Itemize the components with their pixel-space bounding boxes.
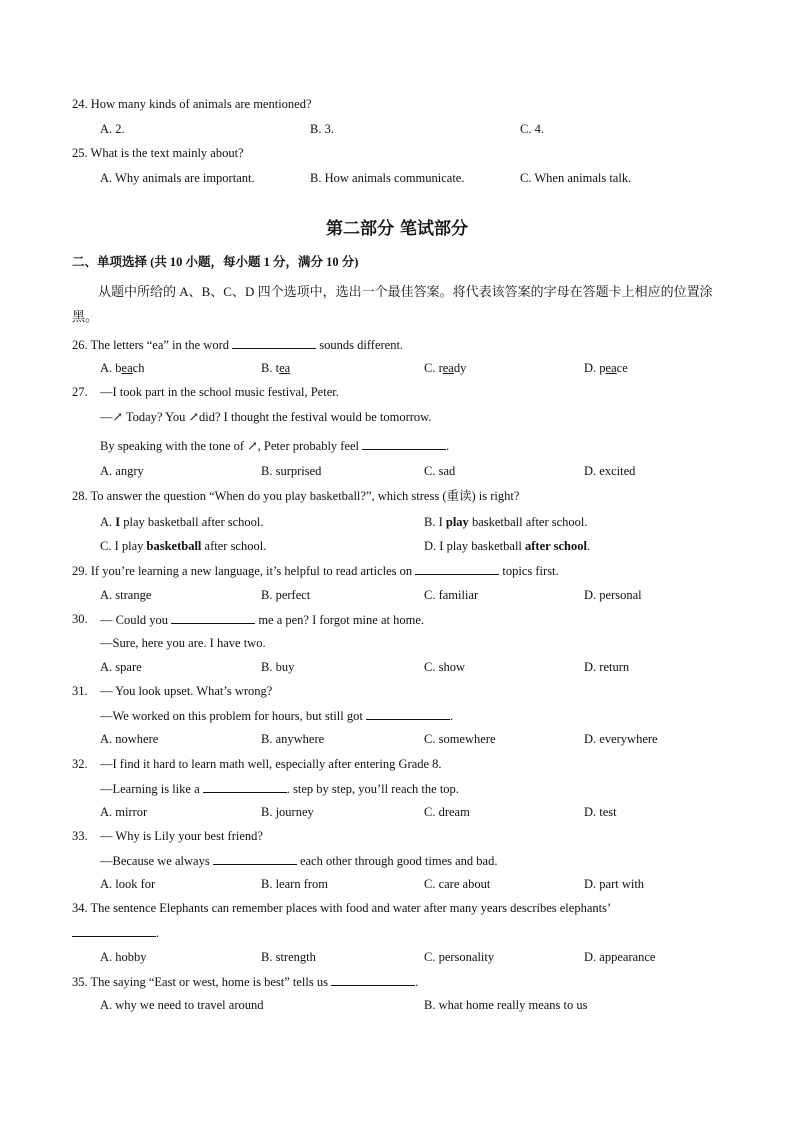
- q33-dialogue-line-2: —Because we always each other through good times and bad.: [100, 854, 498, 868]
- question-25-stem: 25. What is the text mainly about?: [72, 146, 244, 160]
- q33-option-d: D. part with: [584, 877, 645, 891]
- q28-option-a: A. I play basketball after school.: [100, 515, 264, 529]
- q32-option-d: D. test: [584, 805, 617, 819]
- answer-blank: [331, 973, 415, 986]
- question-30-number: 30.: [72, 612, 88, 626]
- q31-option-d: D. everywhere: [584, 732, 658, 746]
- q28-option-c: C. I play basketball after school.: [100, 539, 267, 553]
- question-29-stem: 29. If you’re learning a new language, it’s helpful to read articles on topics first.: [72, 564, 559, 578]
- answer-blank: [232, 336, 316, 349]
- question-27-number: 27.: [72, 385, 88, 399]
- q30-option-b: B. buy: [261, 660, 295, 674]
- q34-option-a: A. hobby: [100, 950, 147, 964]
- q30-dialogue-line-1: — Could you me a pen? I forgot mine at home.: [100, 613, 424, 627]
- answer-blank: [171, 611, 255, 624]
- q24-option-c: C. 4.: [520, 122, 544, 136]
- q30-option-c: C. show: [424, 660, 465, 674]
- q27-option-c: C. sad: [424, 464, 456, 478]
- q34-option-d: D. appearance: [584, 950, 656, 964]
- question-28-stem: 28. To answer the question “When do you play basketball?”, which stress (重读) is right?: [72, 489, 520, 503]
- q27-option-b: B. surprised: [261, 464, 322, 478]
- answer-blank: [213, 852, 297, 865]
- q27-option-a: A. angry: [100, 464, 144, 478]
- q32-dialogue-line-2: —Learning is like a . step by step, you’ll reach the top.: [100, 782, 459, 796]
- q27-dialogue-line-1: —I took part in the school music festival, Peter.: [100, 385, 339, 399]
- question-34-stem: 34. The sentence Elephants can remember places with food and water after many years describes elephants’: [72, 901, 612, 915]
- q30-option-a: A. spare: [100, 660, 142, 674]
- q31-dialogue-line-1: — You look upset. What’s wrong?: [100, 684, 273, 698]
- q24-option-a: A. 2.: [100, 122, 125, 136]
- part-title: 第二部分 笔试部分: [326, 219, 468, 239]
- q24-option-b: B. 3.: [310, 122, 334, 136]
- answer-blank: [415, 562, 499, 575]
- q34-option-c: C. personality: [424, 950, 495, 964]
- question-26-stem: 26. The letters “ea” in the word sounds different.: [72, 338, 404, 352]
- q32-option-b: B. journey: [261, 805, 314, 819]
- q33-option-a: A. look for: [100, 877, 156, 891]
- q28-option-b: B. I play basketball after school.: [424, 515, 588, 529]
- question-33-number: 33.: [72, 829, 88, 843]
- q31-dialogue-line-2: —We worked on this problem for hours, but still got .: [100, 709, 454, 723]
- q31-option-b: B. anywhere: [261, 732, 325, 746]
- q30-dialogue-line-2: —Sure, here you are. I have two.: [100, 636, 266, 650]
- q31-option-c: C. somewhere: [424, 732, 496, 746]
- q29-option-c: C. familiar: [424, 588, 479, 602]
- q29-option-a: A. strange: [100, 588, 152, 602]
- q28-option-d: D. I play basketball after school.: [424, 539, 591, 553]
- q33-option-b: B. learn from: [261, 877, 328, 891]
- q33-option-c: C. care about: [424, 877, 491, 891]
- q26-option-a: A. beach: [100, 361, 145, 375]
- q27-question: By speaking with the tone of ↗, Peter probably feel .: [100, 439, 450, 453]
- q33-dialogue-line-1: — Why is Lily your best friend?: [100, 829, 263, 843]
- q25-option-a: A. Why animals are important.: [100, 171, 255, 185]
- answer-blank: [362, 437, 446, 450]
- q26-option-d: D. peace: [584, 361, 628, 375]
- q25-option-b: B. How animals communicate.: [310, 171, 465, 185]
- q31-option-a: A. nowhere: [100, 732, 159, 746]
- q32-option-a: A. mirror: [100, 805, 148, 819]
- q30-option-d: D. return: [584, 660, 630, 674]
- q27-option-d: D. excited: [584, 464, 636, 478]
- q35-option-b: B. what home really means to us: [424, 998, 588, 1012]
- q32-option-c: C. dream: [424, 805, 470, 819]
- answer-blank: [72, 924, 156, 937]
- q26-option-b: B. tea: [261, 361, 291, 375]
- q34-stem-end: .: [72, 924, 159, 941]
- answer-blank: [203, 780, 287, 793]
- q26-option-c: C. ready: [424, 361, 467, 375]
- q35-option-a: A. why we need to travel around: [100, 998, 264, 1012]
- answer-blank: [366, 707, 450, 720]
- q29-option-b: B. perfect: [261, 588, 311, 602]
- question-24-stem: 24. How many kinds of animals are mentioned?: [72, 97, 312, 111]
- question-31-number: 31.: [72, 684, 88, 698]
- question-32-number: 32.: [72, 757, 88, 771]
- q29-option-d: D. personal: [584, 588, 642, 602]
- q32-dialogue-line-1: —I find it hard to learn math well, especially after entering Grade 8.: [100, 757, 442, 771]
- q27-dialogue-line-2: —↗ Today? You ↗did? I thought the festival would be tomorrow.: [100, 410, 432, 424]
- q34-option-b: B. strength: [261, 950, 316, 964]
- q25-option-c: C. When animals talk.: [520, 171, 632, 185]
- question-35-stem: 35. The saying “East or west, home is best” tells us .: [72, 975, 419, 989]
- section-header: 二、单项选择 (共 10 小题，每小题 1 分，满分 10 分): [72, 255, 359, 269]
- instructions: 从题中所给的 A、B、C、D 四个选项中，选出一个最佳答案。将代表该答案的字母在答题卡上相应的位置涂黑。: [72, 284, 713, 324]
